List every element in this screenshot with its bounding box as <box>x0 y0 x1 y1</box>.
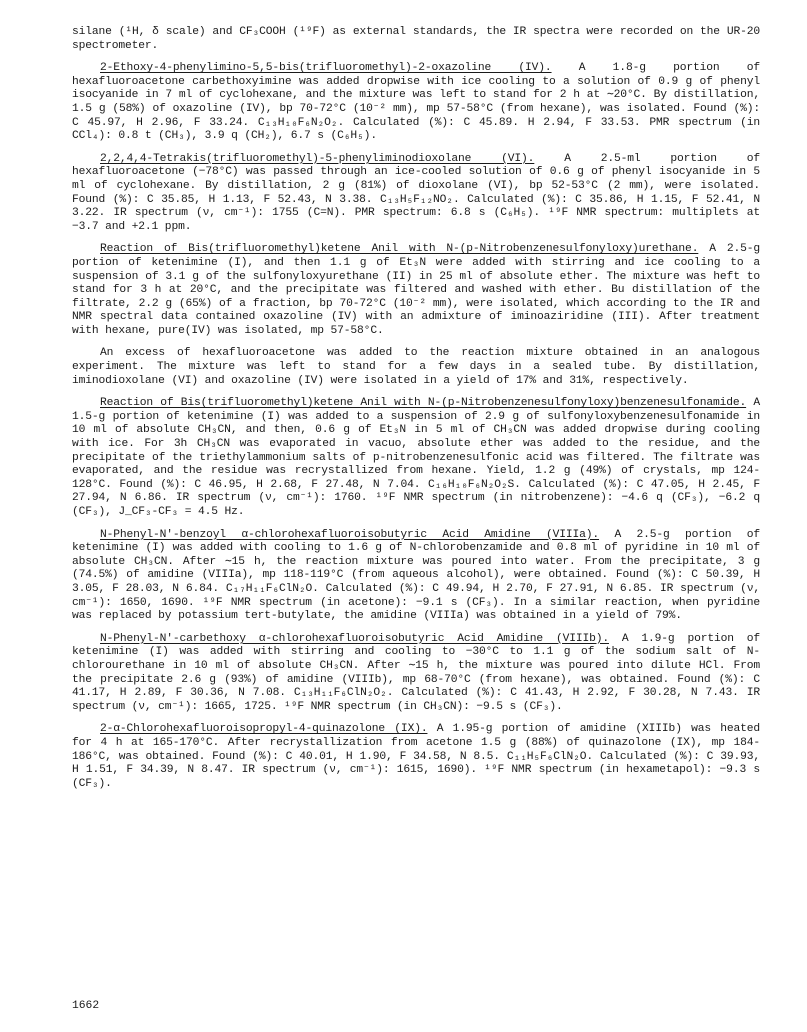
section-oxazoline-iv <box>72 62 760 144</box>
page-number: 1662 <box>72 1000 100 1012</box>
section-text: A 2.5-g portion of ketenimine (I), and then 1.1 g of Et₃N were added with stirring and ice cooling to a suspension of 3.1 g of the sulfonyloxyurethane (II) in 25 ml of absolute ether. The mixture was heft to stand for 3 h at 20°C, and the precipitate was filtered and washed with ether. Bu distillation of the filtrate, 2.2 g (65%) of a fraction, bp 70-72°C (10⁻² mm), were isolated, which according to the IR and NMR spectral data contained oxazoline (IV) with an admixture of iminoaziridine (III). After treatment with hexane, pure(IV) was isolated, mp 57-58°C. <box>72 243 761 337</box>
section-heading: 2,2,4,4-Tetrakis(trifluoromethyl)-5-phenyliminodioxolane (VI). <box>100 152 535 165</box>
section-heading: N-Phenyl-N'-benzoyl α-chlorohexafluoroisobutyric Acid Amidine (VIIIa). <box>100 528 600 541</box>
section-heading: N-Phenyl-N'-carbethoxy α-chlorohexafluoroisobutyric Acid Amidine (VIIIb). <box>100 632 609 645</box>
section-amidine-viiia <box>72 529 760 624</box>
section-text: A 2.5-g portion of ketenimine (I) was added with cooling to 1.6 g of N-chlorobenzamide and 0.8 ml of pyridine in 10 ml of absolute CH₃CN. After ∼15 h, the reaction mixture was poured into water. From the precipitate, 3 g (74.5%) of amidine (VIIIa), mp 118-119°C (from aqueous alcohol), were obtained. Found (%): C 50.39, H 3.05, F 28.03, N 6.84. C₁₇H₁₁F₆ClN₂O. Calculated (%): C 49.94, H 2.70, F 27.91, N 6.85. IR spectrum (ν, cm⁻¹): 1650, 1690. ¹⁹F NMR spectrum (in acetone): −9.1 s (CF₃). In a similar reaction, when pyridine was replaced by potassium tert-butylate, the amidine (VIIIa) was obtained in a yield of 79%. <box>72 528 761 623</box>
section-text: A 1.9-g portion of ketenimine (I) was added with stirring and cooling to −30°C to 1.1 g of the sodium salt of N-chlorourethane in 10 ml of absolute CH₃CN. After ∼15 h, the mixture was poured into dilute HCl. From the precipitate 2.6 g (93%) of amidine (VIIIb), mp 68-70°C (from hexane), was obtained. Found (%): C 41.17, H 2.89, F 30.36, N 7.08. C₁₃H₁₁F₆ClN₂O₂. Calculated (%): C 41.43, H 2.92, F 30.28, N 7.43. IR spectrum (ν, cm⁻¹): 1665, 1725. ¹⁹F NMR spectrum (in CH₃CN): −9.5 s (CF₃). <box>72 632 761 713</box>
intro-paragraph: silane (¹H, δ scale) and CF₃COOH (¹⁹F) as external standards, the IR spectra were recorded on the UR-20 spectrometer. <box>72 26 760 52</box>
section-heading: Reaction of Bis(trifluoromethyl)ketene Anil with N-(p-Nitrobenzenesulfonyloxy)urethane. <box>100 243 699 256</box>
section-text: A 1.8-g portion of hexafluoroacetone carbethoxyimine was added dropwise with ice cooling to a solution of 0.9 g of phenyl isocyanide in 7 ml of cyclohexane, and the mixture was left to stand for 2 h at ∼20°C. By distillation, 1.5 g (58%) of oxazoline (IV), bp 70-72°C (10⁻² mm), mp 57-58°C (from hexane), was isolated. Found (%): C 45.97, H 2.96, F 33.24. C₁₃H₁₀F₆N₂O₂. Calculated (%): C 45.89. H 2.94, F 33.53. PMR spectrum (in CCl₄): 0.8 t (CH₃), 3.9 q (CH₂), 6.7 s (C₆H₅). <box>72 62 760 143</box>
section-heading: Reaction of Bis(trifluoromethyl)ketene Anil with N-(p-Nitrobenzenesulfonyloxy)benzenesulfonamide. <box>100 397 747 410</box>
section-text: A 1.5-g portion of ketenimine (I) was added to a suspension of 2.9 g of sulfonyloxybenzenesulfonamide in 10 ml of absolute CH₃CN, and then, 0.6 g of Et₃N in 5 ml of CH₃CN was added dropwise during cooling with ice. For 3h CH₃CN was evaporated in vacuo, absolute ether was added to the residue, and the precipitate of the triethylammonium salts of p-nitrobenzenesulfonic acid was filtered. The filtrate was evaporated, and the residue was recrystallized from hexane. Yield, 1.2 g (49%) of crystals, mp 124-128°C. Found (%): C 46.95, H 2.68, F 27.48, N 7.04. C₁₆H₁₀F₆N₂O₂S. Calculated (%): C 47.05, H 2.45, F 27.94, N 6.86. IR spectrum (ν, cm⁻¹): 1760. ¹⁹F NMR spectrum (in nitrobenzene): −4.6 q (CF₃), −6.2 q (CF₃), J_CF₃-CF₃ = 4.5 Hz. <box>72 397 760 518</box>
section-amidine-viiib <box>72 633 760 715</box>
article-body <box>72 26 760 800</box>
section-reaction-sulfonamide <box>72 397 760 519</box>
section-analogous-experiment <box>72 347 760 388</box>
section-heading: 2-α-Chlorohexafluoroisopropyl-4-quinazolone (IX). <box>100 723 428 736</box>
section-text: A 1.95-g portion of amidine (XIIIb) was heated for 4 h at 165-170°C. After recrystallization from acetone 1.5 g (88%) of quinazolone (IX), mp 184-186°C, was obtained. Found (%): C 40.01, H 1.90, F 34.58, N 8.5. C₁₁H₅F₆ClN₂O. Calculated (%): C 39.93, H 1.51, F 34.39, N 8.47. IR spectrum (ν, cm⁻¹): 1615, 1690). ¹⁹F NMR spectrum (in hexametapol): −9.3 s (CF₃). <box>72 723 760 790</box>
section-dioxolane-vi <box>72 153 760 235</box>
section-text: An excess of hexafluoroacetone was added to the reaction mixture obtained in an analogous experiment. The mixture was left to stand for a few days in a sealed tube. By distillation, iminodioxolane (VI) and oxazoline (IV) were isolated in a yield of 17% and 31%, respectively. <box>72 347 760 387</box>
section-reaction-urethane <box>72 243 760 338</box>
section-quinazolone-ix <box>72 723 760 791</box>
section-text: A 2.5-ml portion of hexafluoroacetone (−78°C) was passed through an ice-cooled solution of 0.6 g of phenyl isocyanide in 5 ml of cyclohexane. By distillation, 2 g (81%) of dioxolane (VI), bp 52-53°C (2 mm), were isolated. Found (%): C 35.85, H 1.13, F 52.43, N 3.38. C₁₃H₅F₁₂NO₂. Calculated (%): C 35.86, H 1.15, F 52.41, N 3.22. IR spectrum (ν, cm⁻¹): 1755 (C=N). PMR spectrum: 6.8 s (C₆H₅). ¹⁹F NMR spectrum: multiplets at −3.7 and +2.1 ppm. <box>72 152 760 233</box>
section-heading: 2-Ethoxy-4-phenylimino-5,5-bis(trifluoromethyl)-2-oxazoline (IV). <box>100 62 552 75</box>
